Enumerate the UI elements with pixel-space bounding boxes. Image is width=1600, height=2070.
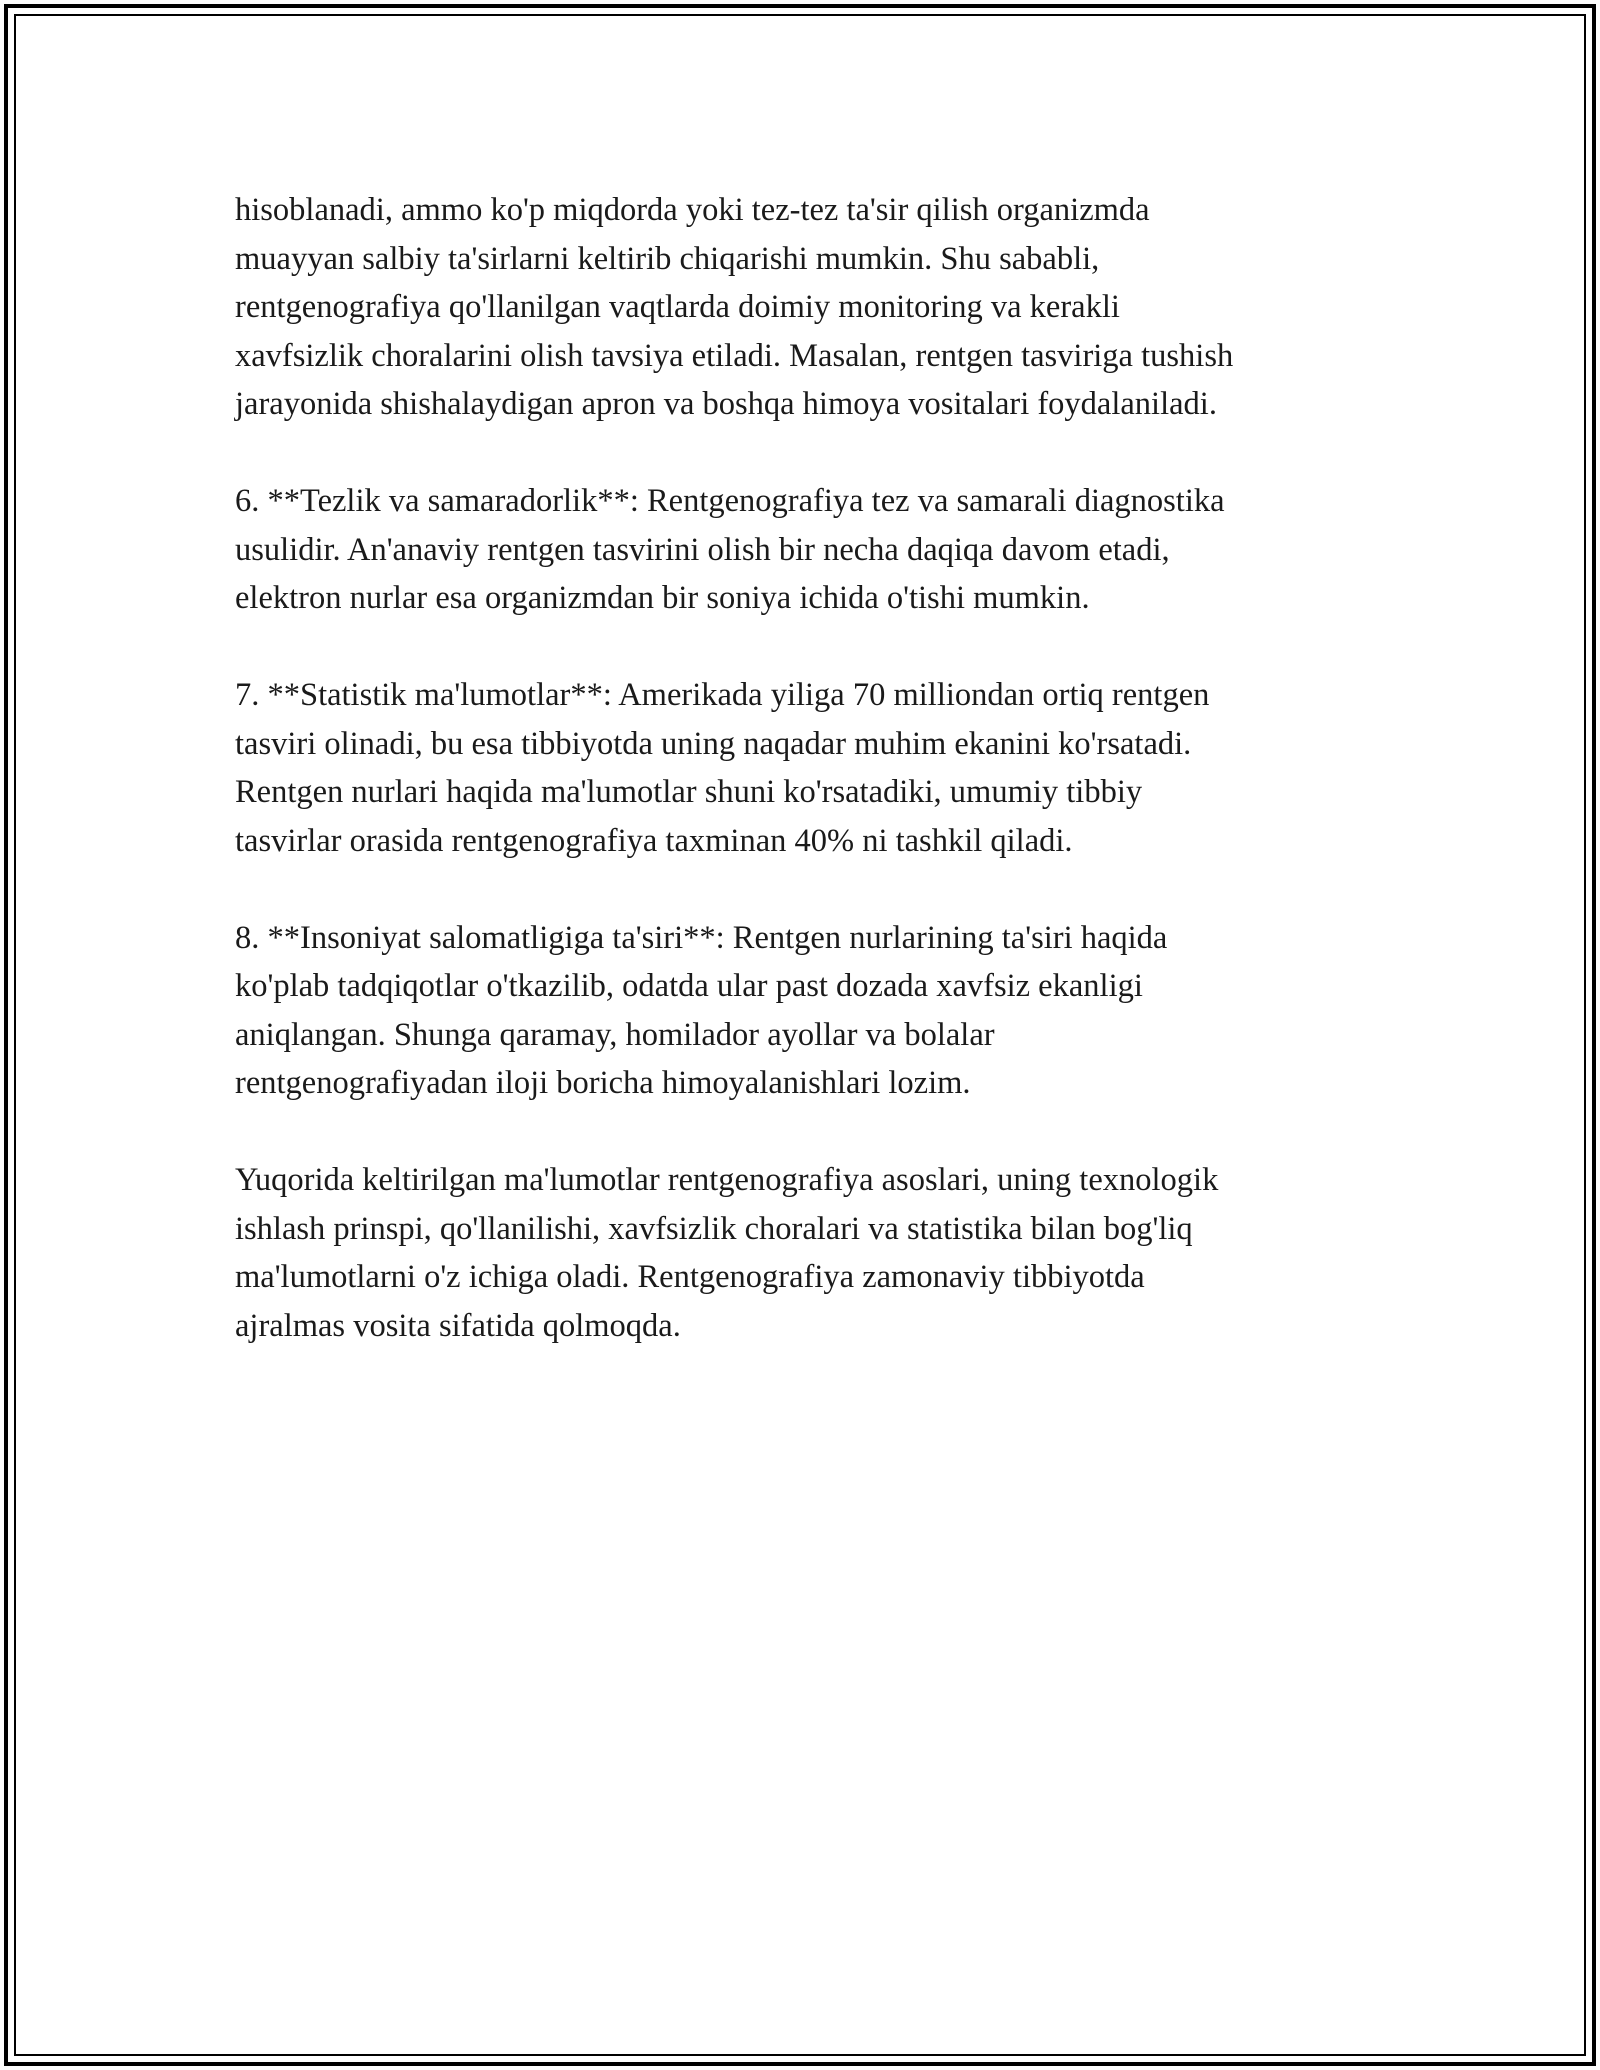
paragraph-conclusion: Yuqorida keltirilgan ma'lumotlar rentgenografiya asoslari, uning texnologik ishlash prinspi, qo'llanilishi, xavfsizlik choralari va statistika bilan bog'liq ma'lumotlarni o'z ichiga oladi. Rentgenografiya zamonaviy tibbiyotda ajralmas vosita sifatida qolmoqda. — [235, 1162, 1219, 1344]
paragraph-statistics: 7. **Statistik ma'lumotlar**: Amerikada yiliga 70 milliondan ortiq rentgen tasviri olinadi, bu esa tibbiyotda uning naqadar muhim ekanini ko'rsatadi. Rentgen nurlari haqida ma'lumotlar shuni ko'rsatadiki, umumiy tibbiy tasvirlar orasida rentgenografiya taxminan 40% ni tashkil qiladi. — [235, 677, 1210, 859]
paragraph-speed-efficiency: 6. **Tezlik va samaradorlik**: Rentgenografiya tez va samarali diagnostika usulidir. An'anaviy rentgen tasvirini olish bir necha daqiqa davom etadi, elektron nurlar esa organizmdan bir soniya ichida o'tishi mumkin. — [235, 483, 1225, 616]
paragraph-health-impact: 8. **Insoniyat salomatligiga ta'siri**: Rentgen nurlarining ta'siri haqida ko'plab tadqiqotlar o'tkazilib, odatda ular past dozada xavfsiz ekanligi aniqlangan. Shunga qaramay, homilador ayollar va bolalar rentgenografiyadan iloji boricha himoyalanishlari lozim. — [235, 919, 1168, 1101]
paragraph-safety-continuation: hisoblanadi, ammo ko'p miqdorda yoki tez-tez ta'sir qilish organizmda muayyan salbiy ta'sirlarni keltirib chiqarishi mumkin. Shu sababli, rentgenografiya qo'llanilgan vaqtlarda doimiy monitoring va kerakli xavfsizlik choralarini olish tavsiya etiladi. Masalan, rentgen tasviriga tushish jarayonida shishalaydigan apron va boshqa himoya vositalari foydalaniladi. — [235, 192, 1234, 422]
document-body — [235, 186, 1385, 1350]
